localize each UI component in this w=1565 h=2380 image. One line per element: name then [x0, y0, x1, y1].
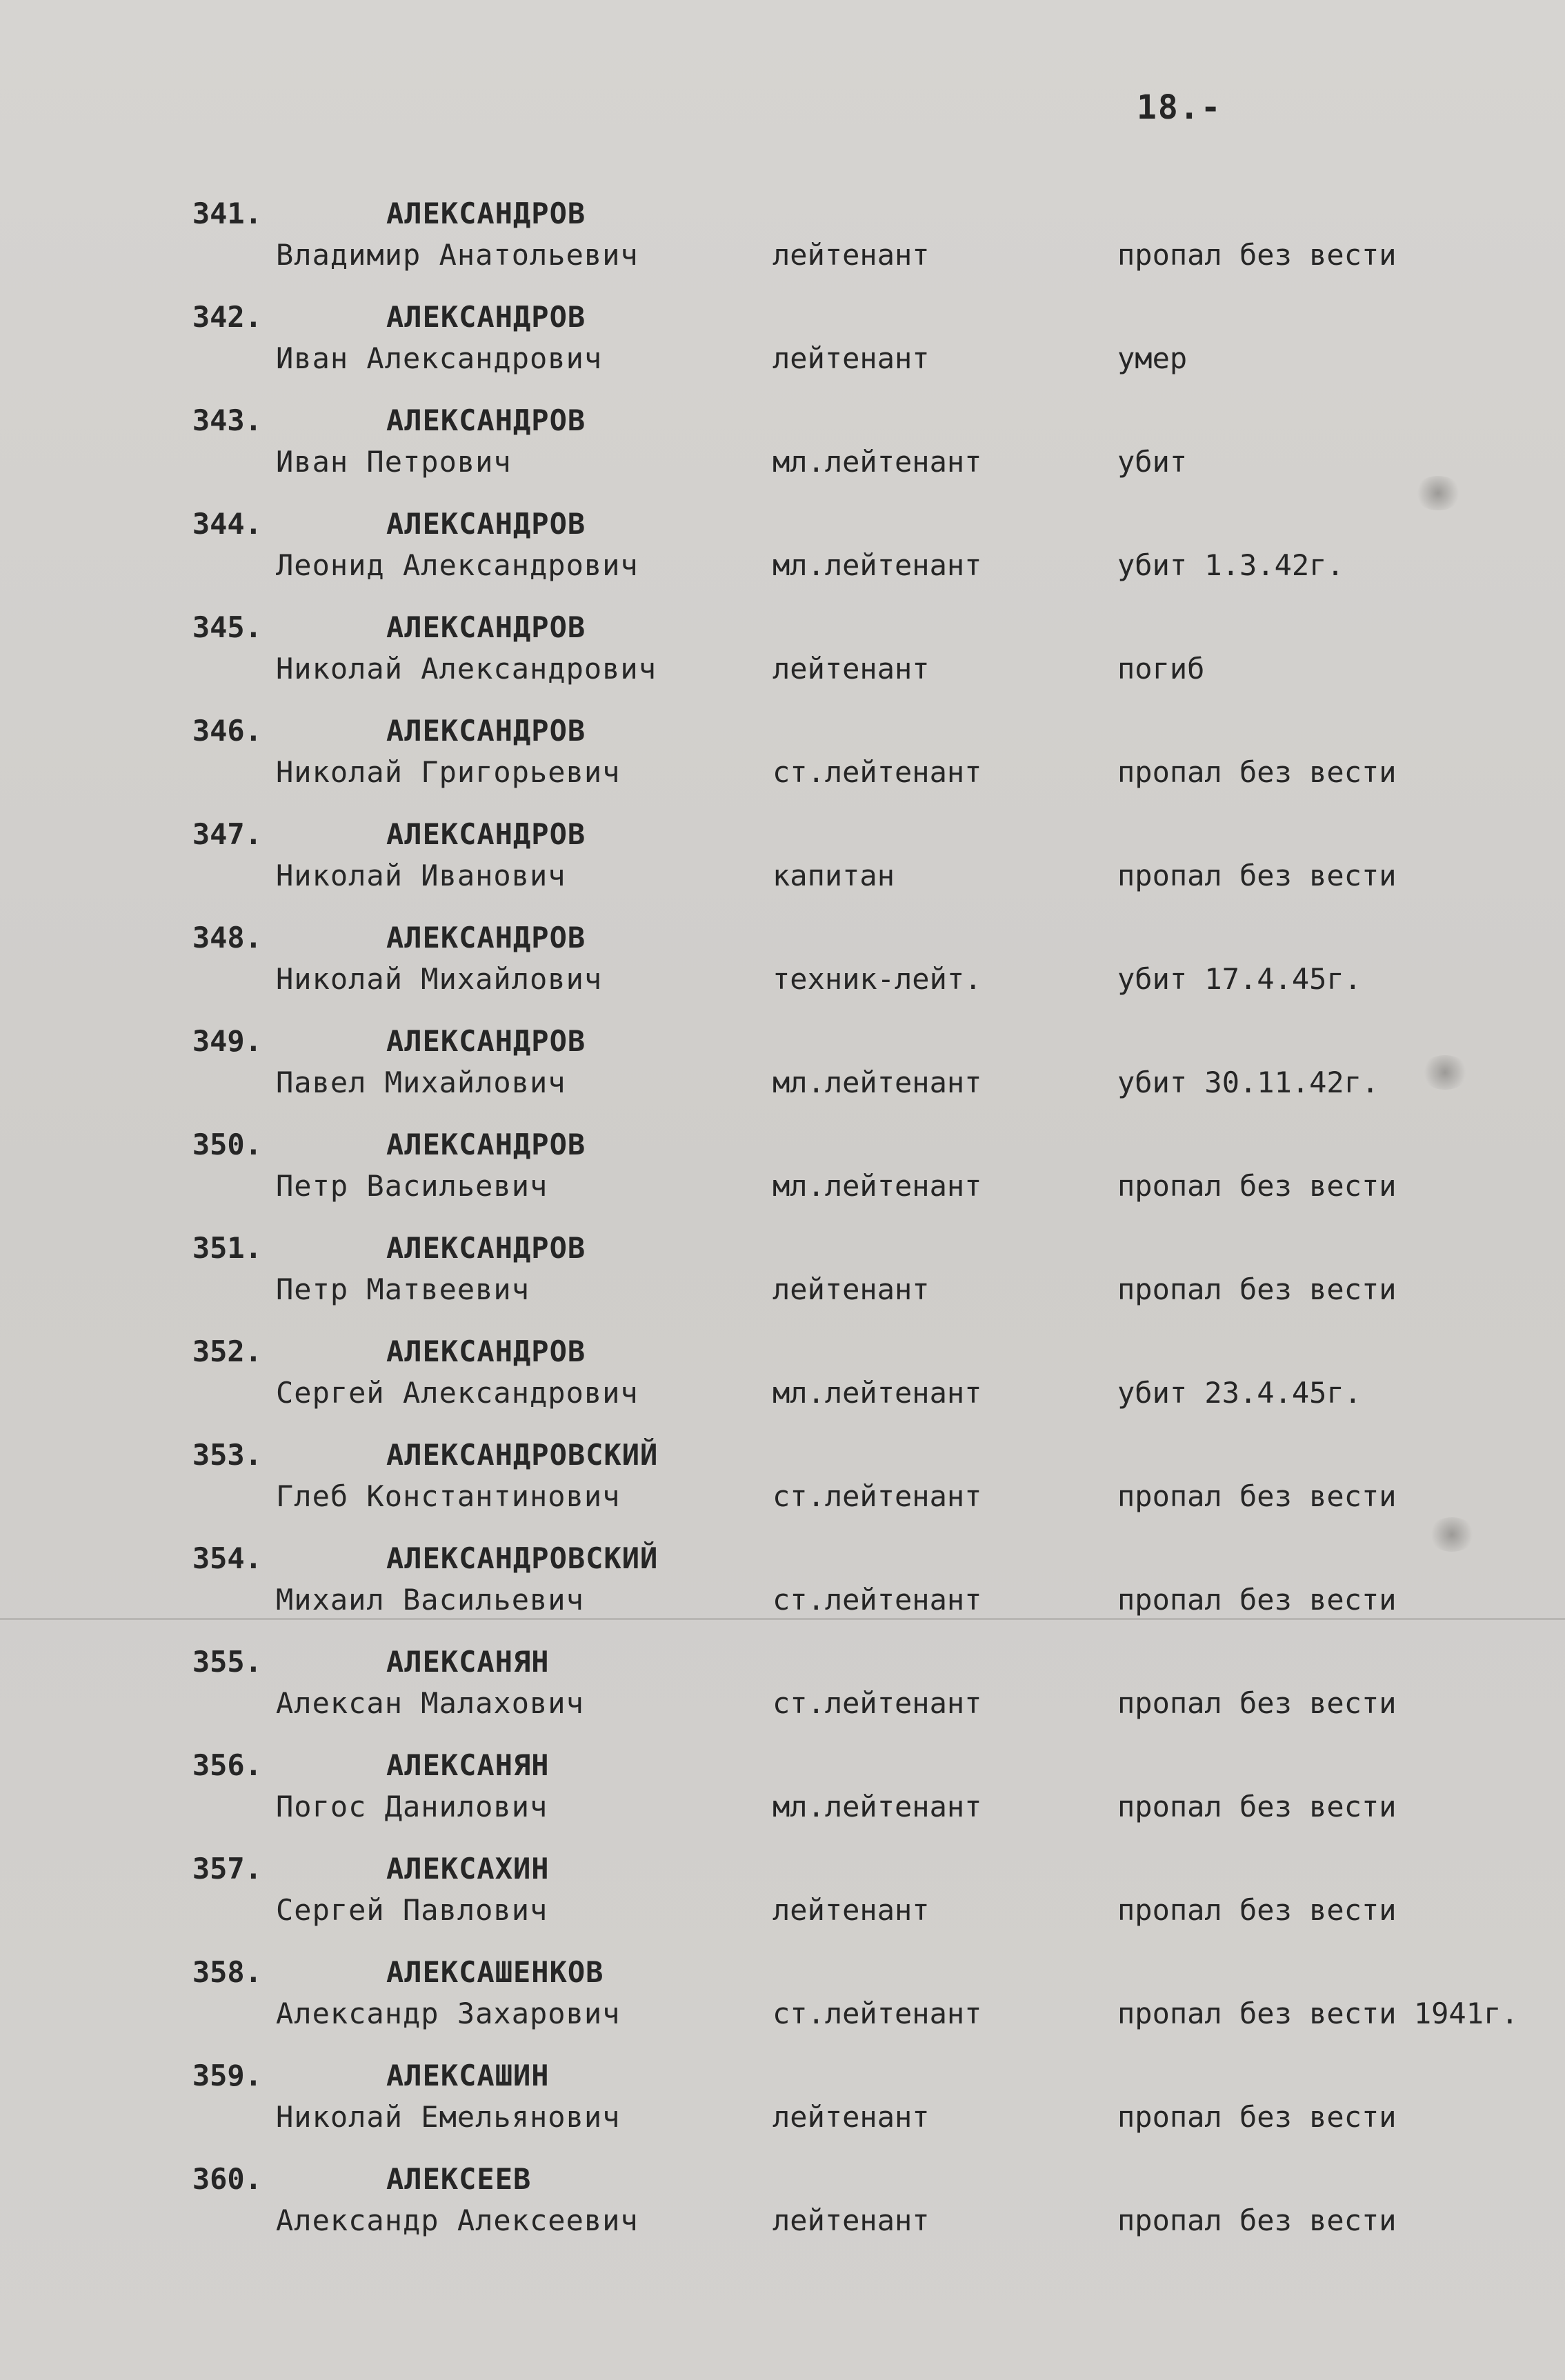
entry-status: пропал без вести	[1117, 755, 1397, 789]
entry-surname: АЛЕКСАНДРОВ	[386, 403, 586, 437]
list-entry	[0, 714, 1565, 817]
entry-given-name: Николай Александрович	[276, 652, 657, 686]
list-entry	[0, 1748, 1565, 1852]
entry-number: 360.	[192, 2162, 262, 2196]
entry-status: пропал без вести	[1117, 1169, 1397, 1203]
entry-status: пропал без вести	[1117, 2100, 1397, 2134]
entry-given-name: Сергей Павлович	[276, 1893, 548, 1927]
entry-given-name: Николай Иванович	[276, 859, 566, 892]
entry-status: пропал без вести	[1117, 1583, 1397, 1617]
list-entry	[0, 610, 1565, 714]
entry-surname: АЛЕКСАНДРОВСКИЙ	[386, 1438, 659, 1472]
entry-rank: лейтенант	[772, 2100, 930, 2134]
entry-number: 352.	[192, 1334, 262, 1368]
entry-status: пропал без вести	[1117, 859, 1397, 892]
entry-status: убит	[1117, 445, 1188, 479]
entry-given-name: Михаил Васильевич	[276, 1583, 584, 1617]
list-entry	[0, 1955, 1565, 2059]
entry-surname: АЛЕКСАНДРОВ	[386, 197, 586, 230]
entry-given-name: Павел Михайлович	[276, 1066, 566, 1099]
entry-surname: АЛЕКСАНДРОВСКИЙ	[386, 1541, 659, 1575]
entry-status: пропал без вести	[1117, 1479, 1397, 1513]
entry-number: 357.	[192, 1852, 262, 1886]
entry-rank: ст.лейтенант	[772, 1479, 982, 1513]
entry-surname: АЛЕКСАШЕНКОВ	[386, 1955, 604, 1989]
entry-surname: АЛЕКСАНЯН	[386, 1748, 550, 1782]
entry-status: пропал без вести	[1117, 1790, 1397, 1823]
entry-given-name: Леонид Александрович	[276, 548, 639, 582]
entry-given-name: Николай Михайлович	[276, 962, 603, 996]
entry-surname: АЛЕКСАНДРОВ	[386, 714, 586, 748]
entry-number: 342.	[192, 300, 262, 334]
entry-rank: мл.лейтенант	[772, 1169, 982, 1203]
entry-rank: капитан	[772, 859, 895, 892]
entry-number: 353.	[192, 1438, 262, 1472]
list-entry	[0, 1334, 1565, 1438]
entry-rank: ст.лейтенант	[772, 755, 982, 789]
entry-rank: мл.лейтенант	[772, 548, 982, 582]
entry-given-name: Погос Данилович	[276, 1790, 548, 1823]
entry-status: убит 30.11.42г.	[1117, 1066, 1379, 1099]
entry-status: убит 23.4.45г.	[1117, 1376, 1362, 1410]
entry-rank: лейтенант	[772, 238, 930, 272]
paper-tear-mark	[1421, 1055, 1469, 1090]
entry-surname: АЛЕКСЕЕВ	[386, 2162, 532, 2196]
paper-tear-mark	[1414, 476, 1462, 510]
entry-number: 359.	[192, 2059, 262, 2092]
entry-rank: лейтенант	[772, 652, 930, 686]
entry-rank: мл.лейтенант	[772, 1790, 982, 1823]
entry-surname: АЛЕКСАНДРОВ	[386, 921, 586, 954]
paper-fold-line	[0, 1618, 1565, 1620]
entry-number: 349.	[192, 1024, 262, 1058]
entry-given-name: Алексан Малахович	[276, 1686, 584, 1720]
entry-rank: мл.лейтенант	[772, 1376, 982, 1410]
list-entry	[0, 2059, 1565, 2162]
list-entry	[0, 1128, 1565, 1231]
entry-number: 345.	[192, 610, 262, 644]
entry-surname: АЛЕКСАНДРОВ	[386, 1231, 586, 1265]
entry-given-name: Николай Емельянович	[276, 2100, 621, 2134]
entry-surname: АЛЕКСАШИН	[386, 2059, 550, 2092]
entry-status: пропал без вести	[1117, 238, 1397, 272]
entry-number: 351.	[192, 1231, 262, 1265]
entry-rank: ст.лейтенант	[772, 1686, 982, 1720]
entry-given-name: Петр Матвеевич	[276, 1272, 530, 1306]
entry-given-name: Сергей Александрович	[276, 1376, 639, 1410]
entry-number: 343.	[192, 403, 262, 437]
entry-rank: лейтенант	[772, 2203, 930, 2237]
entry-surname: АЛЕКСАХИН	[386, 1852, 550, 1886]
entry-status: погиб	[1117, 652, 1205, 686]
entry-surname: АЛЕКСАНДРОВ	[386, 1334, 586, 1368]
list-entry	[0, 1852, 1565, 1955]
entry-status: пропал без вести 1941г.	[1117, 1997, 1519, 2030]
entry-status: убит 17.4.45г.	[1117, 962, 1362, 996]
list-entry	[0, 300, 1565, 403]
entry-status: пропал без вести	[1117, 2203, 1397, 2237]
entry-status: пропал без вести	[1117, 1893, 1397, 1927]
list-entry	[0, 921, 1565, 1024]
list-entry	[0, 403, 1565, 507]
entry-rank: ст.лейтенант	[772, 1583, 982, 1617]
entry-surname: АЛЕКСАНДРОВ	[386, 300, 586, 334]
entry-surname: АЛЕКСАНДРОВ	[386, 817, 586, 851]
paper-tear-mark	[1428, 1517, 1476, 1552]
entry-rank: мл.лейтенант	[772, 445, 982, 479]
list-entry	[0, 1024, 1565, 1128]
list-entry	[0, 2162, 1565, 2266]
entry-given-name: Николай Григорьевич	[276, 755, 621, 789]
entry-given-name: Иван Александрович	[276, 341, 603, 375]
list-entry	[0, 817, 1565, 921]
entry-surname: АЛЕКСАНДРОВ	[386, 1024, 586, 1058]
entry-number: 344.	[192, 507, 262, 541]
entry-number: 358.	[192, 1955, 262, 1989]
entry-status: пропал без вести	[1117, 1686, 1397, 1720]
list-entry	[0, 1541, 1565, 1645]
entry-given-name: Иван Петрович	[276, 445, 512, 479]
entry-rank: мл.лейтенант	[772, 1066, 982, 1099]
entry-number: 354.	[192, 1541, 262, 1575]
entry-given-name: Владимир Анатольевич	[276, 238, 639, 272]
entry-number: 348.	[192, 921, 262, 954]
entry-surname: АЛЕКСАНДРОВ	[386, 610, 586, 644]
entry-number: 341.	[192, 197, 262, 230]
entry-status: пропал без вести	[1117, 1272, 1397, 1306]
entry-status: убит 1.3.42г.	[1117, 548, 1344, 582]
entry-surname: АЛЕКСАНЯН	[386, 1645, 550, 1679]
list-entry	[0, 1645, 1565, 1748]
entry-surname: АЛЕКСАНДРОВ	[386, 507, 586, 541]
entry-rank: лейтенант	[772, 341, 930, 375]
list-entry	[0, 1438, 1565, 1541]
entry-given-name: Глеб Константинович	[276, 1479, 621, 1513]
entry-rank: ст.лейтенант	[772, 1997, 982, 2030]
entry-number: 347.	[192, 817, 262, 851]
page-number: 18.-	[1137, 88, 1222, 127]
entry-rank: лейтенант	[772, 1893, 930, 1927]
entry-given-name: Александр Алексеевич	[276, 2203, 639, 2237]
entry-rank: техник-лейт.	[772, 962, 982, 996]
list-entry	[0, 1231, 1565, 1334]
entry-given-name: Петр Васильевич	[276, 1169, 548, 1203]
entry-surname: АЛЕКСАНДРОВ	[386, 1128, 586, 1161]
entry-number: 346.	[192, 714, 262, 748]
entry-number: 350.	[192, 1128, 262, 1161]
entry-status: умер	[1117, 341, 1188, 375]
list-entry	[0, 197, 1565, 300]
list-entry	[0, 507, 1565, 610]
entry-given-name: Александр Захарович	[276, 1997, 621, 2030]
entry-rank: лейтенант	[772, 1272, 930, 1306]
entry-number: 356.	[192, 1748, 262, 1782]
entry-number: 355.	[192, 1645, 262, 1679]
